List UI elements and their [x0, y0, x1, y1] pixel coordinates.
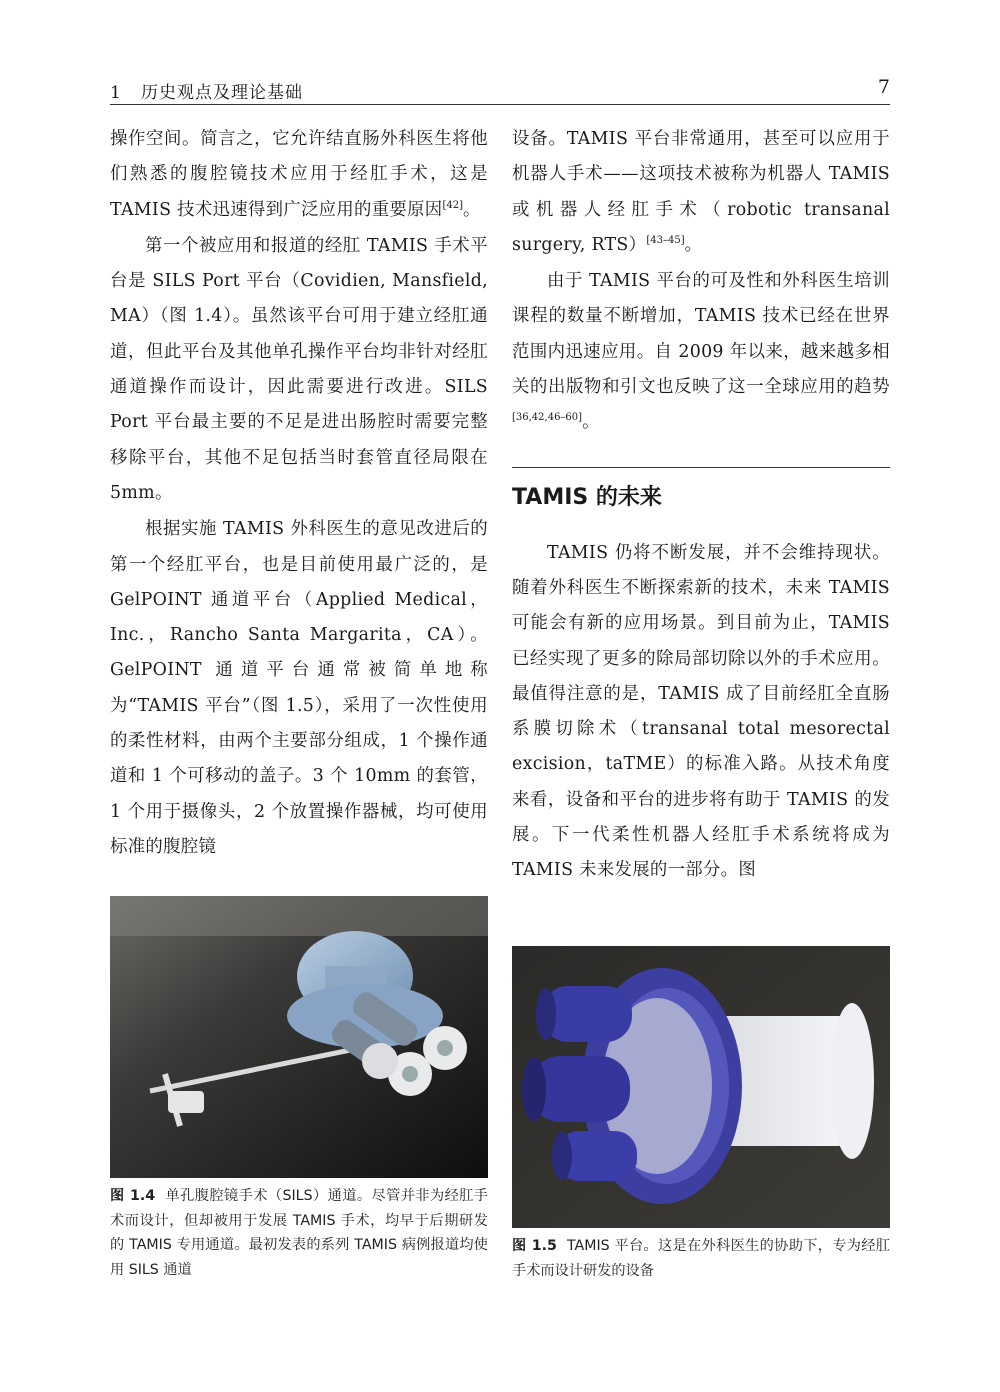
citation: [36,42,46–60]: [512, 412, 583, 424]
section-title: TAMIS 的未来: [512, 484, 662, 510]
figure-1-5-photo: [512, 946, 890, 1228]
right-paragraph-2: 由于 TAMIS 平台的可及性和外科医生培训课程的数量不断增加，TAMIS 技术已经在世界范围内迅速应用。自 2009 年以来，越来越多相关的出版物和引文也反映了这一全球应用的趋势[36,42,46–60]。: [512, 271, 890, 433]
left-paragraph-2: 第一个被应用和报道的经肛 TAMIS 手术平台是 SILS Port 平台（Covidien, Mansfield, MA）（图 1.4）。虽然该平台可用于建立经肛通道，但此平台及其他单孔操作平台均非针对经肛通道操作而设计，因此需要进行改进。SILS Port 平台最主要的不足是进出肠腔时需要完整移除平台，其他不足包括当时套管直径局限在 5mm。: [110, 235, 488, 503]
right-paragraph-1: 设备。TAMIS 平台非常通用，甚至可以应用于机器人手术——这项技术被称为机器人 TAMIS 或机器人经肛手术（robotic transanal surgery, RTS）[43–45]。: [512, 129, 890, 255]
running-header: [110, 74, 890, 104]
citation: [42]: [442, 199, 464, 211]
left-paragraph-3: 根据实施 TAMIS 外科医生的意见改进后的第一个经肛平台，也是目前使用最广泛的，是 GelPOINT 通道平台（Applied Medical，Inc.，Rancho Santa Margarita，CA）。GelPOINT 通道平台通常被简单地称为“TAMIS 平台”（图 1.5），采用了一次性使用的柔性材料，由两个主要部分组成，1 个操作通道和 1 个可移动的盖子。3 个 10mm 的套管，1 个用于摄像头，2 个放置操作器械，均可使用标准的腹腔镜: [110, 519, 488, 857]
sils-port-image: [110, 896, 488, 1178]
left-column: [110, 122, 488, 865]
left-paragraph-1: 操作空间。简言之，它允许结直肠外科医生将他们熟悉的腹腔镜技术应用于经肛手术，这是 TAMIS 技术迅速得到广泛应用的重要原因[42]。: [110, 129, 488, 220]
right-paragraph-3: TAMIS 仍将不断发展，并不会维持现状。随着外科医生不断探索新的技术，未来 TAMIS 可能会有新的应用场景。到目前为止，TAMIS 已经实现了更多的除局部切除以外的手术应用。最值得注意的是，TAMIS 成了目前经肛全直肠系膜切除术（transanal total mesorectal excision，taTME）的标准入路。从技术角度来看，设备和平台的进步将有助于 TAMIS 的发展。下一代柔性机器人经肛手术系统将成为 TAMIS 未来发展的一部分。图: [512, 542, 890, 881]
figure-label: 图 1.5: [512, 1238, 557, 1254]
figure-1-4-photo: [110, 896, 488, 1178]
figure-1-4-caption: 图 1.4 单孔腹腔镜手术（SILS）通道。尽管并非为经肛手术而设计，但却被用于发展 TAMIS 手术，均早于后期研发的 TAMIS 专用通道。最初发表的系列 TAMIS 病例报道均使用 SILS 通道: [110, 1188, 488, 1278]
page-number: 7: [877, 76, 890, 98]
header-rule: [110, 104, 890, 105]
citation: [43–45]: [646, 234, 685, 246]
right-column: [512, 122, 890, 889]
chapter-title: 1 历史观点及理论基础: [110, 83, 304, 103]
figure-1-5-caption: 图 1.5 TAMIS 平台。这是在外科医生的协助下，专为经肛手术而设计研发的设备: [512, 1238, 891, 1279]
tamis-platform-image: [512, 946, 890, 1228]
figure-label: 图 1.4: [110, 1188, 156, 1204]
